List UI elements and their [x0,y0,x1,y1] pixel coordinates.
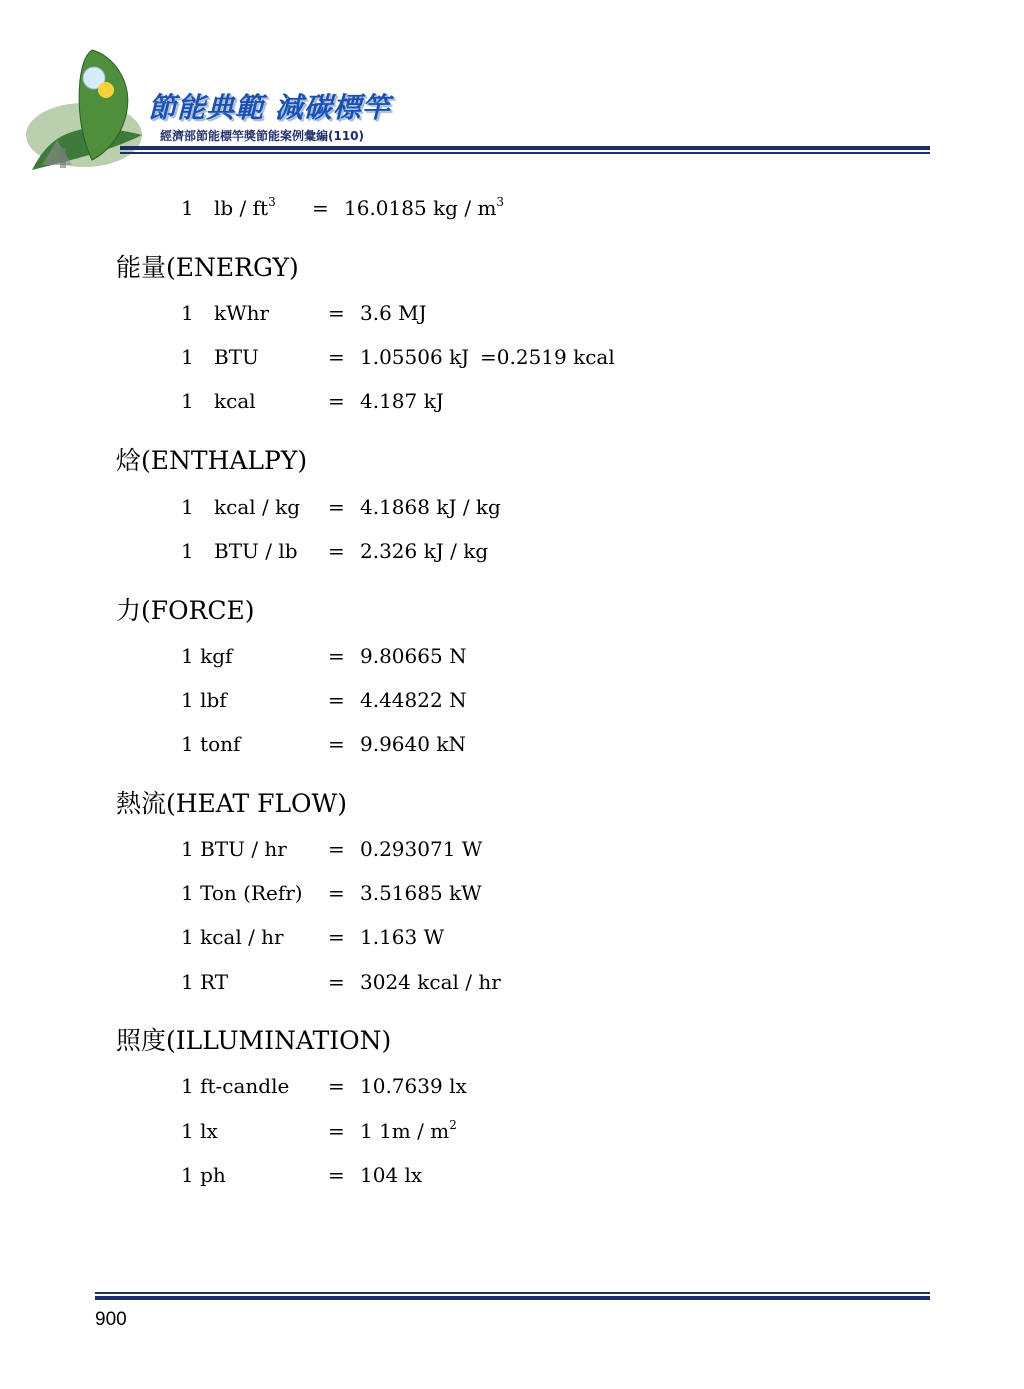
row-value: 9.9640 kN [360,732,466,756]
footer-divider [95,1292,930,1300]
equals-sign: = [328,732,345,756]
row-label: 1 kcal / hr [181,925,284,949]
row-label: 1 Ton (Refr) [181,881,303,905]
row-unit: BTU / lb [214,539,298,563]
section-title-energy: 能量(ENERGY) [116,253,299,282]
row-label: 1 RT [181,970,229,994]
row-label: 1 BTU / hr [181,837,287,861]
equals-sign: = [328,301,345,325]
row-number: 1 [181,345,194,369]
page-header [0,0,1024,185]
equals-sign: = [328,1119,345,1143]
row-unit: BTU [214,345,259,369]
row-value: 4.44822 N [360,688,467,712]
header-divider [120,146,930,154]
row-label: 1 kgf [181,644,233,668]
row-value: 9.80665 N [360,644,467,668]
row-value: 16.0185 kg / $m^3$ [344,195,505,220]
row-value: 4.1868 kJ / kg [360,495,501,519]
row-value: 3024 kcal / hr [360,970,501,994]
equals-sign: = [328,837,345,861]
equals-sign: = [328,925,345,949]
row-number: 1 [181,539,194,563]
section-title-force: 力(FORCE) [116,596,255,625]
header-subtitle: 經濟部節能標竿獎節能案例彙編(110) [160,129,365,143]
row-unit: lb / $ft^3$ [214,195,276,220]
row-value: 1.05506 kJ [360,345,470,369]
row-label: 1 lbf [181,688,227,712]
header-title: 節能典範 減碳標竿 [148,91,391,124]
equals-sign: = [328,970,345,994]
row-label: 1 ft-candle [181,1074,290,1098]
equals-sign: = [312,196,329,220]
row-value: 1 $1m / m^2$ [360,1118,457,1143]
row-value: 4.187 kJ [360,389,444,413]
row-unit: kcal [214,389,256,413]
equals-sign: = [328,389,345,413]
row-value: 1.163 W [360,925,445,949]
row-number: 1 [181,495,194,519]
row-number: 1 [181,301,194,325]
page-number: 900 [95,1309,127,1330]
row-extra-value: =0.2519 kcal [480,345,615,369]
equals-sign: = [328,1074,345,1098]
equals-sign: = [328,644,345,668]
row-unit: kWhr [214,301,270,325]
section-title-heat-flow: 熱流(HEAT FLOW) [116,789,348,818]
row-label: 1 ph [181,1163,226,1187]
equals-sign: = [328,1163,345,1187]
equals-sign: = [328,345,345,369]
row-label: 1 lx [181,1119,218,1143]
equals-sign: = [328,539,345,563]
row-value: 3.51685 kW [360,881,482,905]
taiwan-leaf-logo-icon [22,40,152,180]
row-value: 104 lx [360,1163,423,1187]
row-unit: kcal / kg [214,495,301,519]
row-value: 10.7639 lx [360,1074,467,1098]
row-value: 2.326 kJ / kg [360,539,489,563]
row-label: 1 tonf [181,732,241,756]
row-number: 1 [181,389,194,413]
row-number: 1 [181,196,194,220]
equals-sign: = [328,688,345,712]
row-value: 0.293071 W [360,837,483,861]
equals-sign: = [328,881,345,905]
section-title-illumination: 照度(ILLUMINATION) [116,1026,392,1055]
section-title-enthalpy: 焓(ENTHALPY) [116,446,308,475]
equals-sign: = [328,495,345,519]
row-value: 3.6 MJ [360,301,427,325]
